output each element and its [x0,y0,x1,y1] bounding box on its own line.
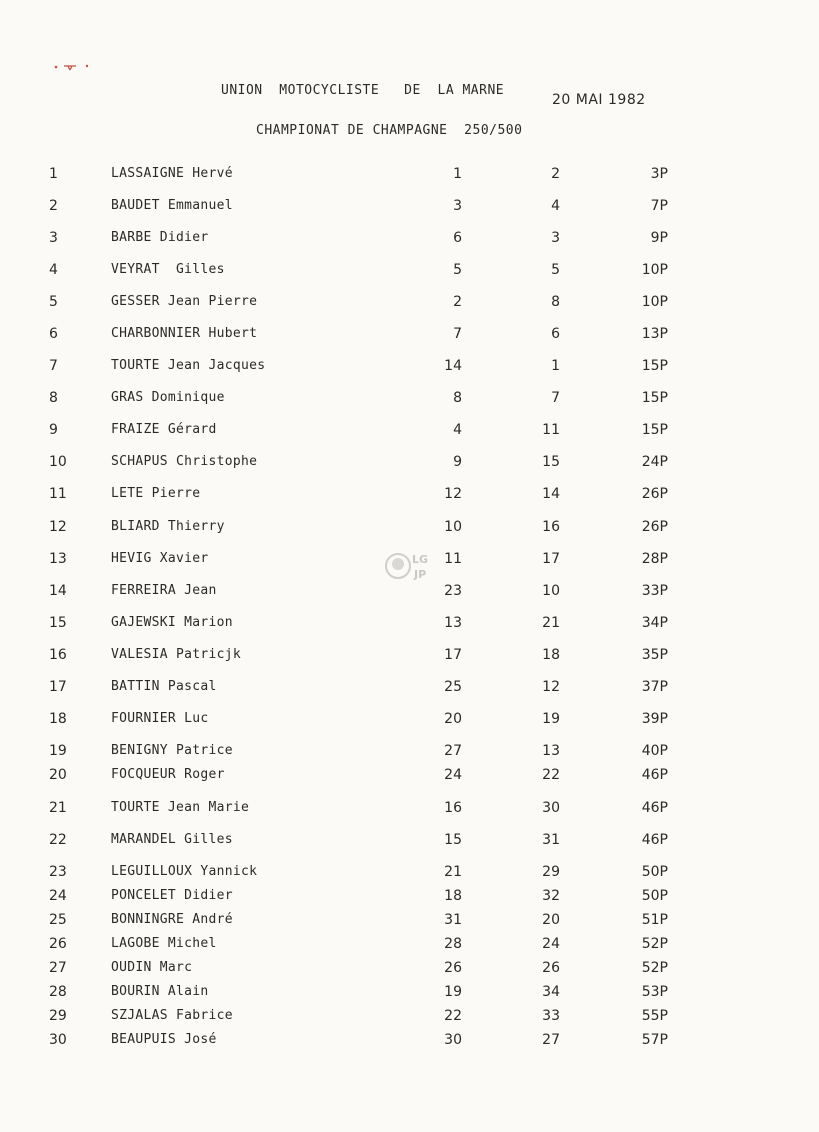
manche1-cell: 30 [444,1032,462,1048]
table-row [0,325,819,343]
rider-name-cell: GAJEWSKI Marion [111,615,233,630]
manche1-cell: 23 [444,583,462,599]
total-points-cell: 53P [641,984,668,1000]
total-points-cell: 10P [641,262,668,278]
total-points-cell: 50P [641,888,668,904]
manche2-cell: 29 [542,864,560,880]
rider-name-cell: HEVIG Xavier [111,551,209,566]
manche2-cell: 8 [551,294,560,310]
manche1-cell: 19 [444,984,462,1000]
rank-cell: 15 [49,615,67,631]
table-row [0,863,819,881]
table-row [0,1007,819,1025]
manche2-cell: 17 [542,551,560,567]
rider-name-cell: FOCQUEUR Roger [111,767,225,782]
total-points-cell: 52P [641,936,668,952]
rider-name-cell: VEYRAT Gilles [111,262,225,277]
manche2-cell: 19 [542,711,560,727]
total-points-cell: 52P [641,960,668,976]
table-row [0,582,819,600]
manche2-cell: 24 [542,936,560,952]
total-points-cell: 26P [641,519,668,535]
table-row [0,261,819,279]
total-points-cell: 10P [641,294,668,310]
rank-cell: 8 [49,390,58,406]
total-points-cell: 46P [641,832,668,848]
rider-name-cell: SZJALAS Fabrice [111,1008,233,1023]
manche1-cell: 31 [444,912,462,928]
rider-name-cell: BLIARD Thierry [111,519,225,534]
total-points-cell: 28P [641,551,668,567]
manche1-cell: 10 [444,519,462,535]
table-row [0,766,819,784]
manche2-cell: 31 [542,832,560,848]
rank-cell: 22 [49,832,67,848]
total-points-cell: 39P [641,711,668,727]
manche1-cell: 13 [444,615,462,631]
manche2-cell: 34 [542,984,560,1000]
table-row [0,983,819,1001]
rank-cell: 5 [49,294,58,310]
manche1-cell: 3 [453,198,462,214]
table-row [0,229,819,247]
total-points-cell: 46P [641,767,668,783]
rank-cell: 11 [49,486,67,502]
rider-name-cell: OUDIN Marc [111,960,193,975]
manche2-cell: 10 [542,583,560,599]
manche2-cell: 18 [542,647,560,663]
rank-cell: 3 [49,230,58,246]
manche2-cell: 7 [551,390,560,406]
manche1-cell: 20 [444,711,462,727]
rider-name-cell: FRAIZE Gérard [111,422,217,437]
total-points-cell: 35P [641,647,668,663]
rider-name-cell: VALESIA Patricjk [111,647,242,662]
table-row [0,959,819,977]
total-points-cell: 13P [641,326,668,342]
rider-name-cell: LASSAIGNE Hervé [111,166,233,181]
manche1-cell: 7 [453,326,462,342]
total-points-cell: 15P [641,358,668,374]
manche1-cell: 11 [444,551,462,567]
manche2-cell: 6 [551,326,560,342]
manche1-cell: 16 [444,800,462,816]
rank-cell: 29 [49,1008,67,1024]
rank-cell: 19 [49,743,67,759]
table-row [0,831,819,849]
table-row [0,799,819,817]
total-points-cell: 57P [641,1032,668,1048]
rider-name-cell: BENIGNY Patrice [111,743,233,758]
manche1-cell: 6 [453,230,462,246]
manche2-cell: 14 [542,486,560,502]
manche2-cell: 4 [551,198,560,214]
rank-cell: 16 [49,647,67,663]
manche1-cell: 27 [444,743,462,759]
manche1-cell: 2 [453,294,462,310]
rider-name-cell: BARBE Didier [111,230,209,245]
total-points-cell: 37P [641,679,668,695]
table-row [0,742,819,760]
rider-name-cell: BATTIN Pascal [111,679,217,694]
manche2-cell: 26 [542,960,560,976]
table-row [0,165,819,183]
rider-name-cell: TOURTE Jean Marie [111,800,250,815]
rank-cell: 18 [49,711,67,727]
manche2-cell: 12 [542,679,560,695]
ink-stamp-mark [54,63,90,71]
total-points-cell: 46P [641,800,668,816]
manche2-cell: 11 [542,422,560,438]
manche2-cell: 22 [542,767,560,783]
table-row [0,389,819,407]
rank-cell: 13 [49,551,67,567]
rider-name-cell: MARANDEL Gilles [111,832,233,847]
total-points-cell: 55P [641,1008,668,1024]
total-points-cell: 26P [641,486,668,502]
table-row [0,197,819,215]
rider-name-cell: FERREIRA Jean [111,583,217,598]
manche1-cell: 18 [444,888,462,904]
rank-cell: 12 [49,519,67,535]
rider-name-cell: BEAUPUIS José [111,1032,217,1047]
event-date: 20 MAI 1982 [552,92,646,108]
manche2-cell: 1 [551,358,560,374]
rank-cell: 9 [49,422,58,438]
rider-name-cell: BAUDET Emmanuel [111,198,233,213]
rank-cell: 24 [49,888,67,904]
manche2-cell: 20 [542,912,560,928]
manche1-cell: 22 [444,1008,462,1024]
total-points-cell: 33P [641,583,668,599]
rank-cell: 6 [49,326,58,342]
manche2-cell: 30 [542,800,560,816]
rider-name-cell: TOURTE Jean Jacques [111,358,266,373]
lgjp-watermark-logo [384,548,434,584]
table-row [0,1031,819,1049]
table-row [0,646,819,664]
manche1-cell: 25 [444,679,462,695]
manche1-cell: 4 [453,422,462,438]
table-row [0,421,819,439]
manche2-cell: 33 [542,1008,560,1024]
championship-title: CHAMPIONAT DE CHAMPAGNE 250/500 [256,123,523,138]
rank-cell: 30 [49,1032,67,1048]
total-points-cell: 9P [650,230,668,246]
table-row [0,678,819,696]
manche1-cell: 15 [444,832,462,848]
rank-cell: 28 [49,984,67,1000]
manche2-cell: 2 [551,166,560,182]
rank-cell: 21 [49,800,67,816]
table-row [0,293,819,311]
manche2-cell: 15 [542,454,560,470]
svg-text:JP: JP [414,568,427,581]
total-points-cell: 34P [641,615,668,631]
rank-cell: 17 [49,679,67,695]
manche1-cell: 28 [444,936,462,952]
rank-cell: 27 [49,960,67,976]
total-points-cell: 15P [641,390,668,406]
rider-name-cell: CHARBONNIER Hubert [111,326,258,341]
manche1-cell: 1 [453,166,462,182]
rider-name-cell: PONCELET Didier [111,888,233,903]
total-points-cell: 24P [641,454,668,470]
rider-name-cell: LAGOBE Michel [111,936,217,951]
manche2-cell: 13 [542,743,560,759]
manche1-cell: 9 [453,454,462,470]
organization-title: UNION MOTOCYCLISTE DE LA MARNE [221,83,505,98]
table-row [0,518,819,536]
rank-cell: 14 [49,583,67,599]
table-row [0,710,819,728]
svg-text:LG: LG [412,553,429,566]
rank-cell: 25 [49,912,67,928]
rank-cell: 2 [49,198,58,214]
rank-cell: 1 [49,166,58,182]
total-points-cell: 51P [641,912,668,928]
manche1-cell: 14 [444,358,462,374]
manche1-cell: 24 [444,767,462,783]
rank-cell: 20 [49,767,67,783]
manche1-cell: 5 [453,262,462,278]
rider-name-cell: BONNINGRE André [111,912,233,927]
manche2-cell: 16 [542,519,560,535]
total-points-cell: 50P [641,864,668,880]
manche1-cell: 26 [444,960,462,976]
table-row [0,453,819,471]
manche1-cell: 12 [444,486,462,502]
rider-name-cell: FOURNIER Luc [111,711,209,726]
manche2-cell: 32 [542,888,560,904]
rank-cell: 26 [49,936,67,952]
total-points-cell: 7P [650,198,668,214]
manche2-cell: 21 [542,615,560,631]
rider-name-cell: LETE Pierre [111,486,201,501]
rank-cell: 23 [49,864,67,880]
manche2-cell: 27 [542,1032,560,1048]
rank-cell: 4 [49,262,58,278]
total-points-cell: 3P [650,166,668,182]
rank-cell: 10 [49,454,67,470]
table-row [0,357,819,375]
manche1-cell: 8 [453,390,462,406]
table-row [0,935,819,953]
manche2-cell: 5 [551,262,560,278]
rider-name-cell: GESSER Jean Pierre [111,294,258,309]
total-points-cell: 15P [641,422,668,438]
rider-name-cell: LEGUILLOUX Yannick [111,864,258,879]
manche1-cell: 17 [444,647,462,663]
table-row [0,911,819,929]
rank-cell: 7 [49,358,58,374]
rider-name-cell: BOURIN Alain [111,984,209,999]
manche2-cell: 3 [551,230,560,246]
table-row [0,485,819,503]
manche1-cell: 21 [444,864,462,880]
table-row [0,614,819,632]
rider-name-cell: GRAS Dominique [111,390,225,405]
table-row [0,887,819,905]
rider-name-cell: SCHAPUS Christophe [111,454,258,469]
total-points-cell: 40P [641,743,668,759]
